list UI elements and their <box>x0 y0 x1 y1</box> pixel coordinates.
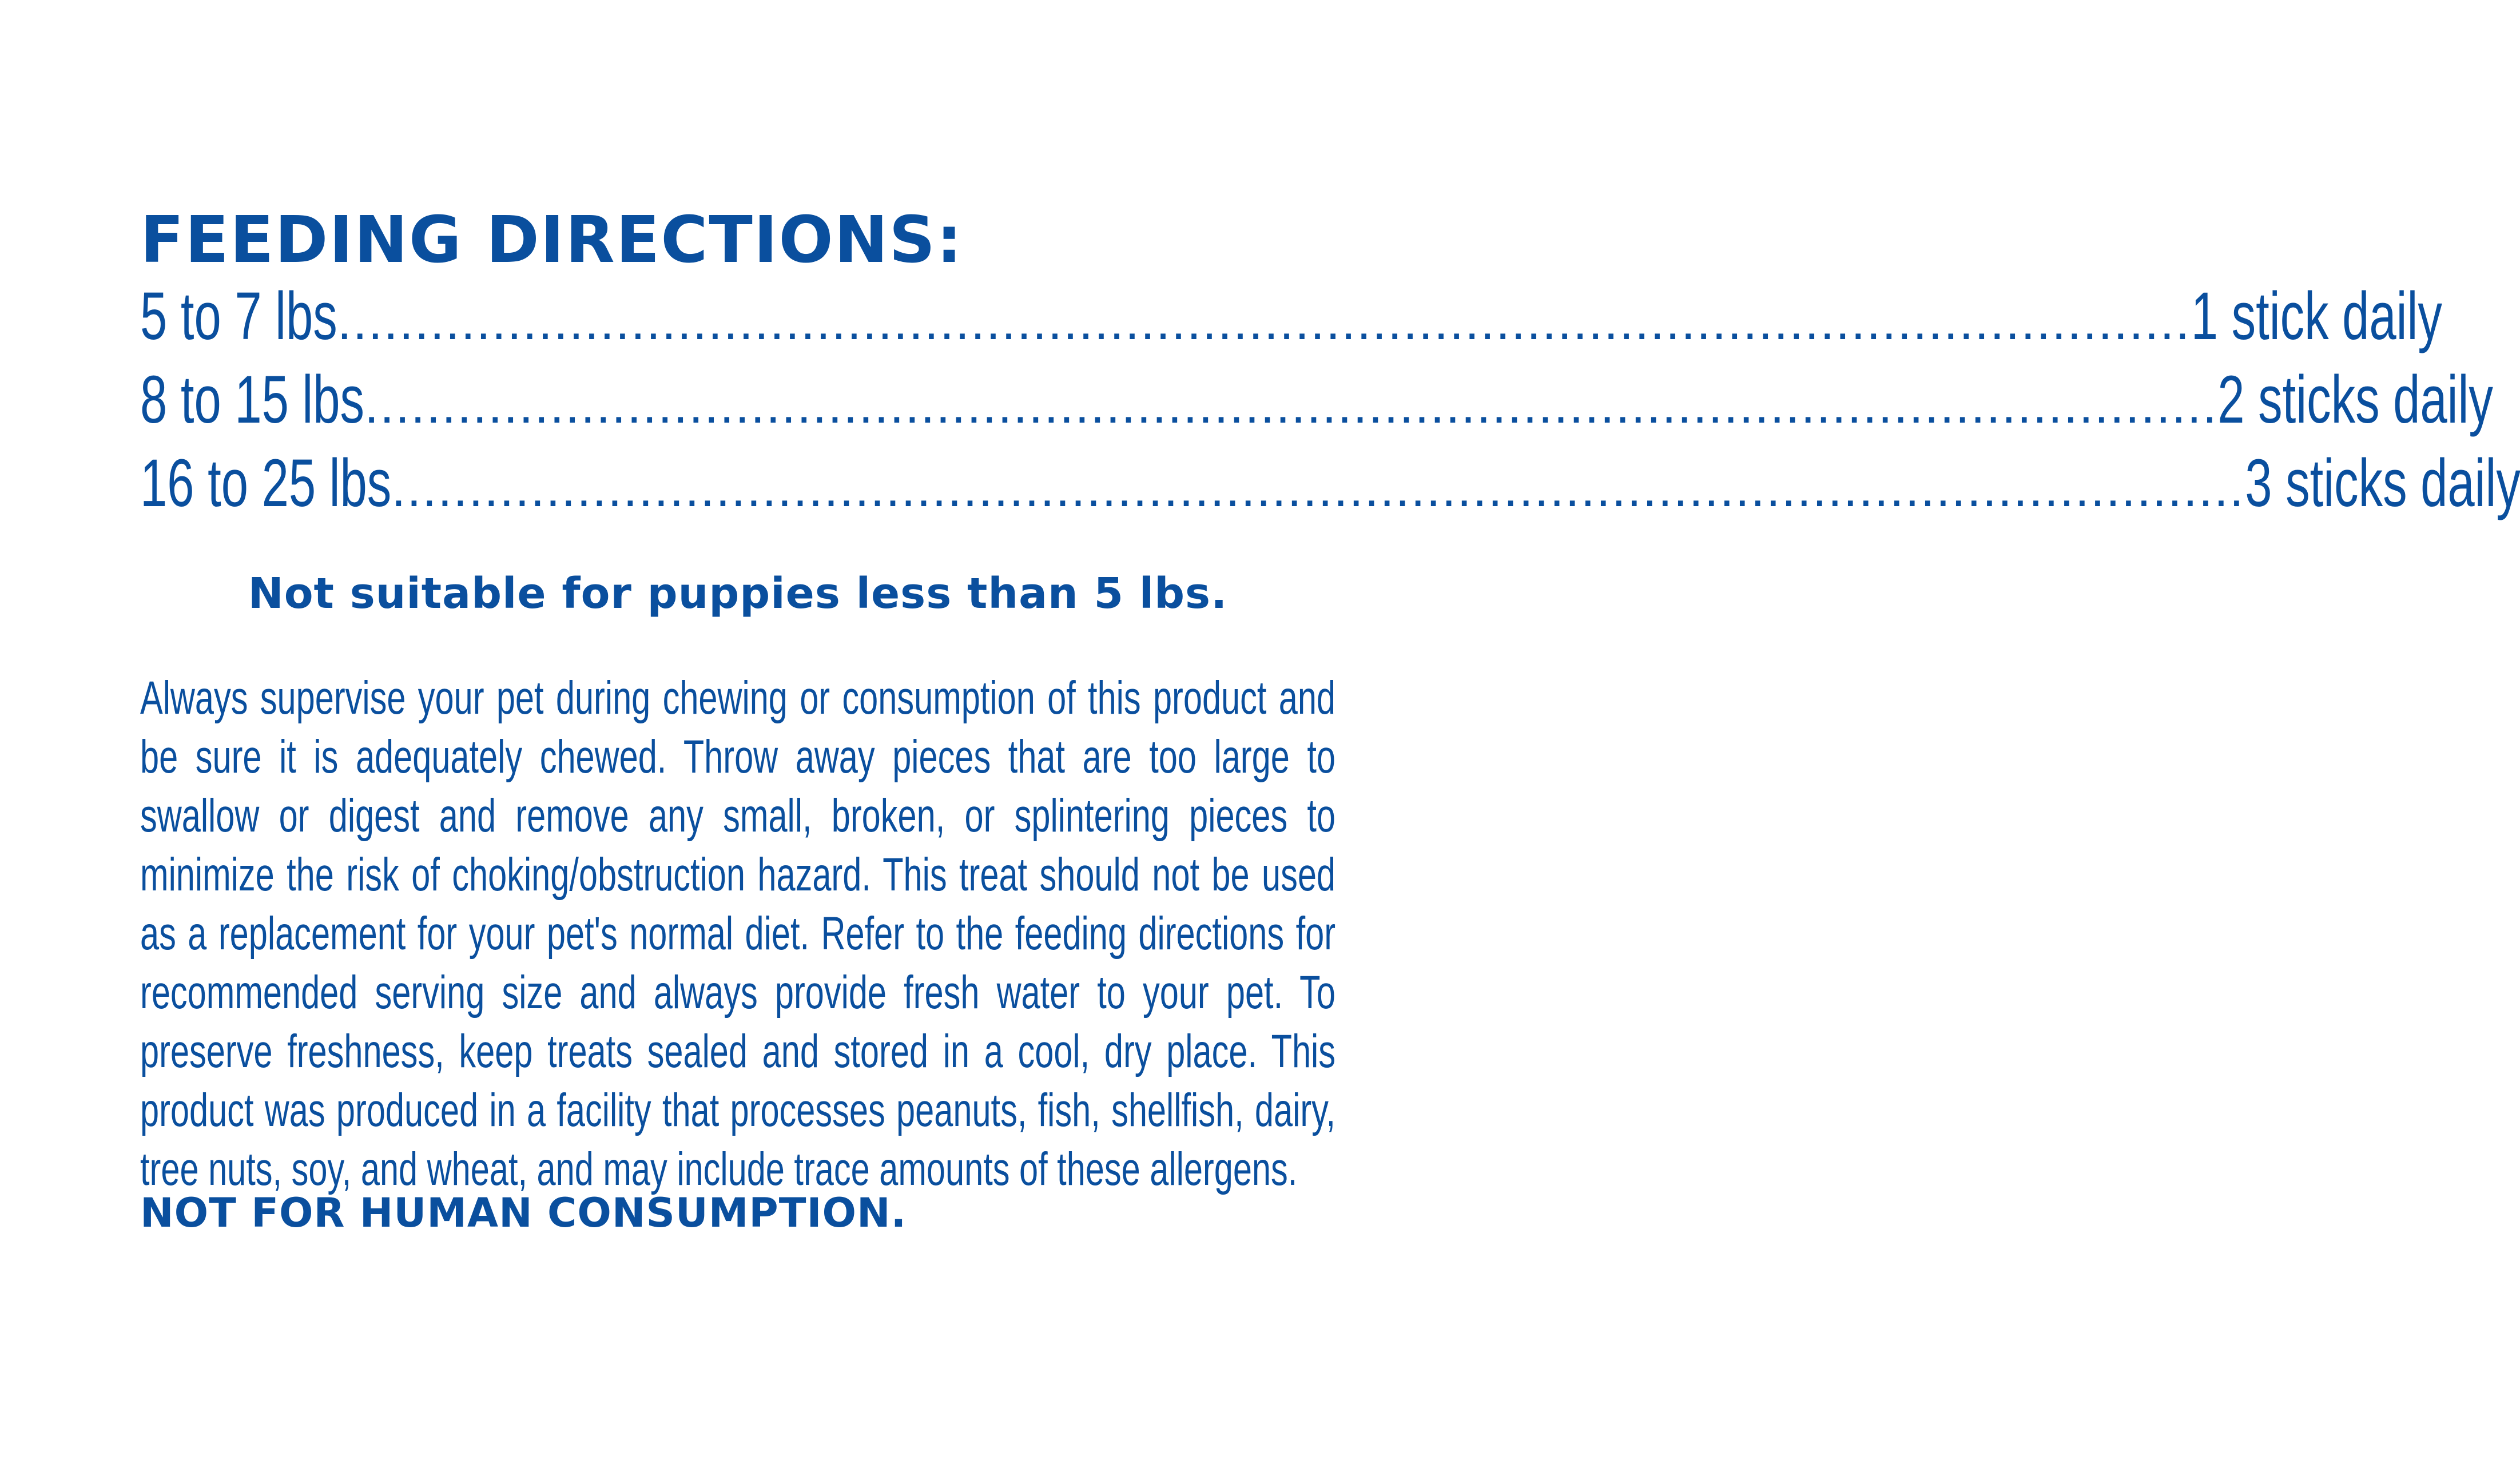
feeding-weight: 16 to 25 lbs <box>140 445 392 521</box>
feeding-table <box>140 277 2520 528</box>
feeding-row <box>140 361 2494 444</box>
dot-leader: ........................................................................................................................ <box>364 377 2218 434</box>
feeding-directions-heading: FEEDING DIRECTIONS: <box>140 203 963 277</box>
feeding-amount: 1 stick daily <box>2191 279 2442 354</box>
dot-leader: ........................................................................................................................ <box>337 293 2191 351</box>
feeding-weight: 5 to 7 lbs <box>140 279 337 354</box>
human-consumption-warning: NOT FOR HUMAN CONSUMPTION. <box>140 1190 907 1236</box>
feeding-label <box>140 203 2520 1239</box>
feeding-row <box>140 444 2520 528</box>
safety-paragraph: Always supervise your pet during chewing or consumption of this product and be sure it is adequately chewed. Throw away pieces that are too large to swallow or digest and remove any small, broken, or splintering pieces to minimize the risk of choking/obstruction hazard. This treat should not be used as a replacement for your pet's normal diet. Refer to the feeding directions for recommended serving size and always provide fresh water to your pet. To preserve freshness, keep treats sealed and stored in a cool, dry place. This product was produced in a facility that processes peanuts, fish, shellfish, dairy, tree nuts, soy, and wheat, and may include trace amounts of these allergens. <box>140 672 1336 1195</box>
feeding-amount: 3 sticks daily <box>2244 445 2520 521</box>
puppy-notice: Not suitable for puppies less than 5 lbs. <box>248 569 1228 618</box>
feeding-amount: 2 sticks daily <box>2217 362 2494 437</box>
feeding-row <box>140 277 2442 361</box>
dot-leader: ........................................................................................................................ <box>391 460 2245 518</box>
safety-text-wrap <box>140 669 1335 1199</box>
feeding-weight: 8 to 15 lbs <box>140 362 365 437</box>
